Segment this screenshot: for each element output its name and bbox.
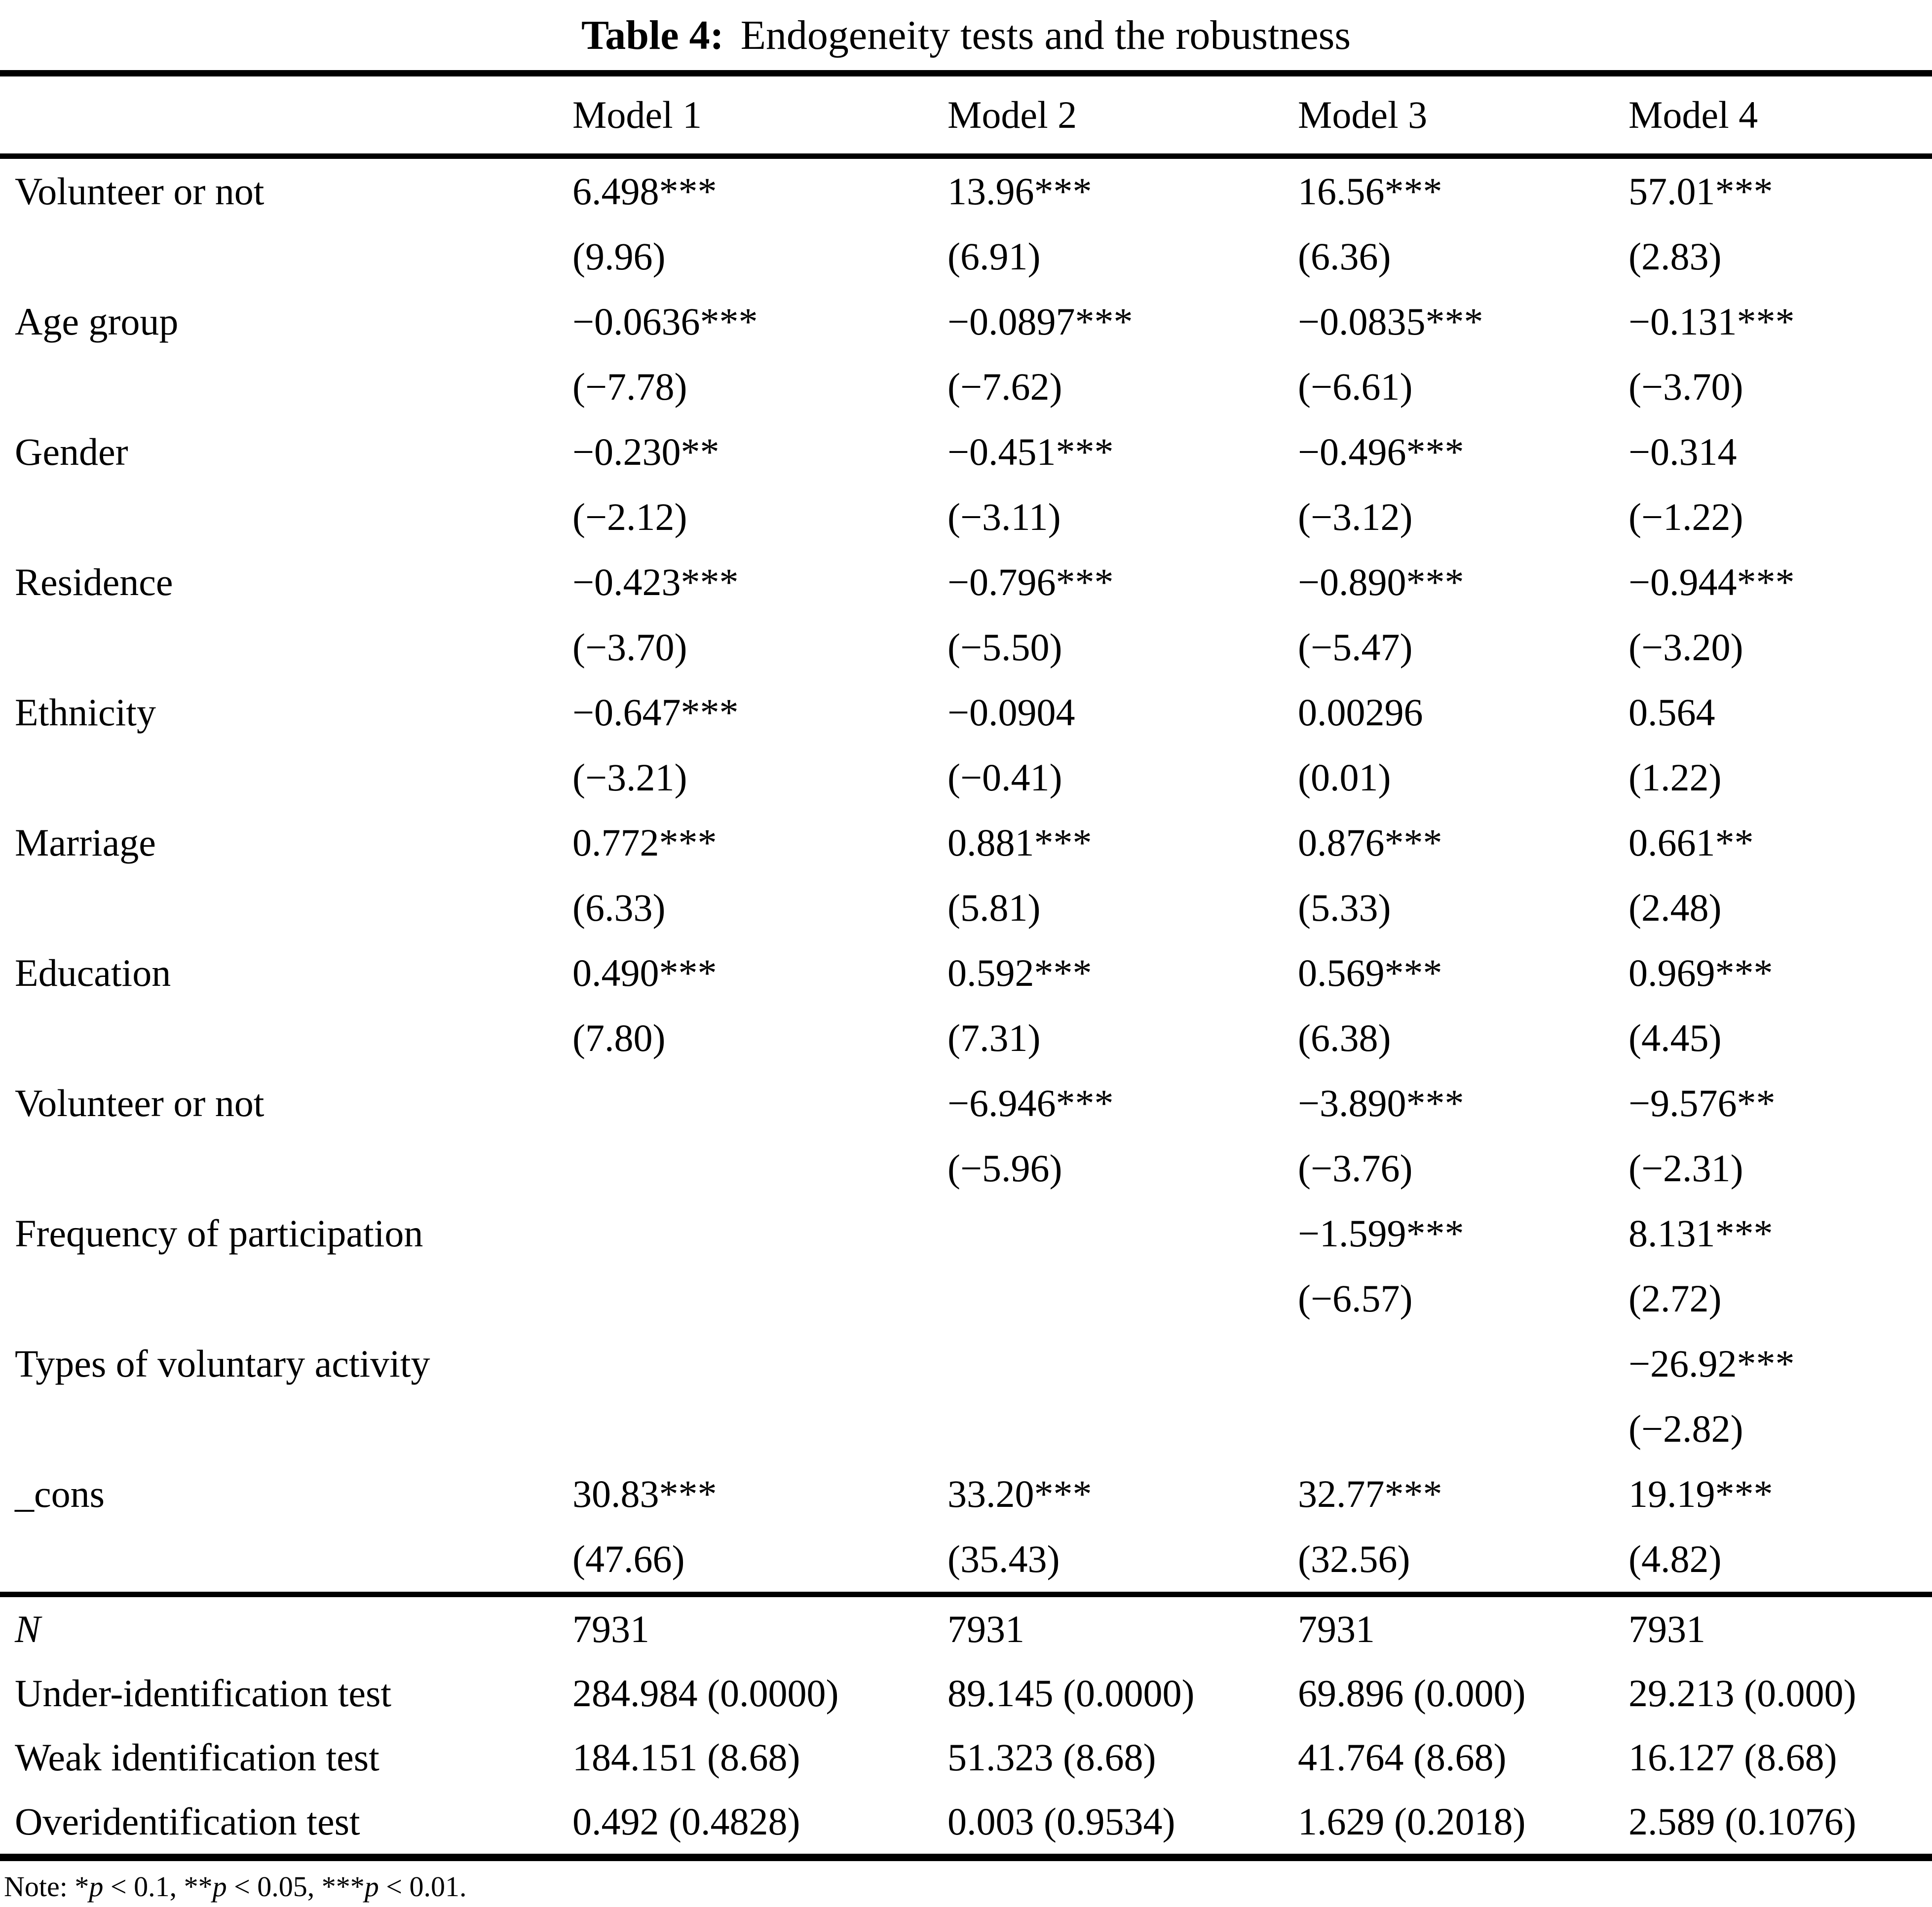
tstat-cell: (47.66) bbox=[572, 1537, 685, 1580]
tstat-cell: (−3.70) bbox=[572, 626, 687, 669]
coef-cell: 0.969*** bbox=[1629, 951, 1773, 994]
coef-cell: 0.876*** bbox=[1298, 821, 1442, 864]
coef-cell: −9.576** bbox=[1629, 1082, 1776, 1124]
row-label: Marriage bbox=[15, 821, 156, 864]
stat-value-cell: 7931 bbox=[572, 1595, 947, 1662]
tstat-cell: (2.48) bbox=[1629, 886, 1722, 929]
coef-cell bbox=[572, 1071, 947, 1136]
coef-cell: −0.0904 bbox=[947, 691, 1075, 734]
tstat-cell: (−2.31) bbox=[1629, 1147, 1743, 1190]
tstat-cell: (5.81) bbox=[947, 886, 1041, 929]
tstat-cell: (−2.82) bbox=[1629, 1407, 1743, 1450]
coef-cell: −26.92*** bbox=[1629, 1342, 1795, 1385]
tstat-cell: (1.22) bbox=[1629, 756, 1722, 799]
stat-row bbox=[0, 1595, 1932, 1662]
row-label: Volunteer or not bbox=[15, 170, 265, 213]
table-caption bbox=[0, 0, 1932, 70]
stat-row bbox=[0, 1725, 1932, 1790]
coef-cell: −0.0835*** bbox=[1298, 300, 1483, 343]
row-label-empty bbox=[0, 354, 572, 419]
tstat-cell: (−3.20) bbox=[1629, 626, 1743, 669]
tstat-cell: (6.33) bbox=[572, 886, 666, 929]
tstat-cell: (9.96) bbox=[572, 235, 666, 278]
coef-cell: 0.881*** bbox=[947, 821, 1092, 864]
statistics-section bbox=[0, 1595, 1932, 1858]
row-label: Residence bbox=[15, 561, 173, 603]
coef-row bbox=[0, 810, 1932, 875]
coef-row bbox=[0, 550, 1932, 615]
row-label: Frequency of participation bbox=[15, 1212, 423, 1255]
stat-row bbox=[0, 1790, 1932, 1858]
column-header-model-3: Model 3 bbox=[1298, 74, 1629, 156]
tstat-row bbox=[0, 224, 1932, 289]
stat-value-cell: 29.213 (0.000) bbox=[1629, 1672, 1856, 1715]
tstat-cell: (−3.11) bbox=[947, 495, 1061, 538]
column-header-model-1: Model 1 bbox=[572, 74, 947, 156]
stat-value-cell: 184.151 (8.68) bbox=[572, 1736, 800, 1779]
tstat-row bbox=[0, 745, 1932, 810]
tstat-row bbox=[0, 615, 1932, 680]
coef-cell: −0.314 bbox=[1629, 430, 1737, 473]
tstat-cell: (4.45) bbox=[1629, 1016, 1722, 1059]
coef-cell: 19.19*** bbox=[1629, 1472, 1773, 1515]
row-label-empty bbox=[0, 875, 572, 940]
row-label-empty bbox=[0, 1006, 572, 1071]
stat-value-cell: 41.764 (8.68) bbox=[1298, 1736, 1507, 1779]
coef-cell: 8.131*** bbox=[1629, 1212, 1773, 1255]
stat-value-cell: 2.589 (0.1076) bbox=[1629, 1800, 1856, 1843]
coef-cell: −0.0636*** bbox=[572, 300, 758, 343]
tstat-cell: (2.83) bbox=[1629, 235, 1722, 278]
tstat-cell: (2.72) bbox=[1629, 1277, 1722, 1320]
row-label: Gender bbox=[15, 430, 128, 473]
coef-cell: −0.796*** bbox=[947, 561, 1114, 603]
coef-cell: 0.772*** bbox=[572, 821, 717, 864]
tstat-row bbox=[0, 1396, 1932, 1461]
coef-row bbox=[0, 1331, 1932, 1396]
row-label-empty bbox=[0, 615, 572, 680]
row-label: Types of voluntary activity bbox=[15, 1342, 430, 1385]
note-text: Note: * bbox=[4, 1870, 89, 1903]
stat-value-cell: 0.003 (0.9534) bbox=[947, 1800, 1175, 1843]
row-label-empty bbox=[0, 1527, 572, 1595]
note-p-symbol: p bbox=[364, 1870, 379, 1903]
coefficient-section bbox=[0, 156, 1932, 1595]
tstat-cell: (−7.78) bbox=[572, 365, 687, 408]
coef-cell: 6.498*** bbox=[572, 170, 717, 213]
stat-value-cell: 0.492 (0.4828) bbox=[572, 1800, 800, 1843]
stat-label: Weak identification test bbox=[15, 1736, 379, 1779]
coef-row bbox=[0, 419, 1932, 485]
results-table bbox=[0, 70, 1932, 1861]
coef-row bbox=[0, 1071, 1932, 1136]
coef-cell: −0.944*** bbox=[1629, 561, 1795, 603]
row-label-empty bbox=[0, 224, 572, 289]
coef-cell bbox=[1298, 1331, 1629, 1396]
tstat-cell bbox=[947, 1266, 1298, 1331]
stat-label: Under-identification test bbox=[15, 1672, 392, 1715]
stat-value-cell: 89.145 (0.0000) bbox=[947, 1672, 1195, 1715]
coef-row bbox=[0, 940, 1932, 1006]
table-caption-text: Endogeneity tests and the robustness bbox=[740, 12, 1351, 58]
tstat-cell: (−3.21) bbox=[572, 756, 687, 799]
coef-cell: −0.496*** bbox=[1298, 430, 1464, 473]
tstat-cell: (4.82) bbox=[1629, 1537, 1722, 1580]
coef-cell: −1.599*** bbox=[1298, 1212, 1464, 1255]
tstat-cell: (−6.61) bbox=[1298, 365, 1413, 408]
coef-cell: 0.661** bbox=[1629, 821, 1754, 864]
tstat-cell: (−6.57) bbox=[1298, 1277, 1413, 1320]
coef-row bbox=[0, 156, 1932, 224]
coef-cell: 16.56*** bbox=[1298, 170, 1442, 213]
row-label: Ethnicity bbox=[15, 691, 156, 734]
tstat-cell: (−5.50) bbox=[947, 626, 1062, 669]
stat-value-cell: 16.127 (8.68) bbox=[1629, 1736, 1837, 1779]
stat-label: Overidentification test bbox=[15, 1800, 360, 1843]
tstat-cell: (−3.76) bbox=[1298, 1147, 1413, 1190]
coef-cell bbox=[947, 1201, 1298, 1266]
row-label: Volunteer or not bbox=[15, 1082, 265, 1124]
note-p-symbol: p bbox=[89, 1870, 104, 1903]
coef-cell: −0.647*** bbox=[572, 691, 739, 734]
tstat-cell bbox=[1298, 1396, 1629, 1461]
coef-cell: 32.77*** bbox=[1298, 1472, 1442, 1515]
stat-value-cell: 284.984 (0.0000) bbox=[572, 1672, 839, 1715]
tstat-row bbox=[0, 1006, 1932, 1071]
tstat-cell bbox=[572, 1396, 947, 1461]
row-label-empty bbox=[0, 1396, 572, 1461]
coef-cell: 57.01*** bbox=[1629, 170, 1773, 213]
tstat-row bbox=[0, 875, 1932, 940]
tstat-cell bbox=[572, 1266, 947, 1331]
coef-cell bbox=[572, 1201, 947, 1266]
stat-value-cell: 69.896 (0.000) bbox=[1298, 1672, 1526, 1715]
coef-cell: −0.0897*** bbox=[947, 300, 1133, 343]
coef-cell: 0.00296 bbox=[1298, 691, 1423, 734]
header-row bbox=[0, 74, 1932, 156]
tstat-cell bbox=[947, 1396, 1298, 1461]
tstat-cell: (0.01) bbox=[1298, 756, 1391, 799]
tstat-cell: (−1.22) bbox=[1629, 495, 1743, 538]
coef-cell: 13.96*** bbox=[947, 170, 1092, 213]
tstat-cell: (−3.12) bbox=[1298, 495, 1413, 538]
note-text: < 0.1, ** bbox=[103, 1870, 213, 1903]
table-footnote bbox=[0, 1861, 1932, 1903]
row-label-empty bbox=[0, 1266, 572, 1331]
tstat-row bbox=[0, 1136, 1932, 1201]
coef-cell: 0.592*** bbox=[947, 951, 1092, 994]
tstat-row bbox=[0, 354, 1932, 419]
note-text: < 0.01. bbox=[379, 1870, 467, 1903]
tstat-cell: (−3.70) bbox=[1629, 365, 1743, 408]
row-label: Age group bbox=[15, 300, 179, 343]
tstat-cell: (6.36) bbox=[1298, 235, 1391, 278]
tstat-cell: (6.91) bbox=[947, 235, 1041, 278]
tstat-cell: (−7.62) bbox=[947, 365, 1062, 408]
coef-row bbox=[0, 289, 1932, 354]
tstat-cell: (−2.12) bbox=[572, 495, 687, 538]
column-header-model-4: Model 4 bbox=[1629, 74, 1932, 156]
coef-cell bbox=[947, 1331, 1298, 1396]
stat-row bbox=[0, 1661, 1932, 1725]
note-text: < 0.05, *** bbox=[227, 1870, 365, 1903]
table-caption-label: Table 4: bbox=[581, 12, 724, 58]
stat-value-cell: 7931 bbox=[1629, 1595, 1932, 1662]
tstat-cell: (−0.41) bbox=[947, 756, 1062, 799]
tstat-cell: (−5.47) bbox=[1298, 626, 1413, 669]
coef-cell: −0.890*** bbox=[1298, 561, 1464, 603]
coef-cell: −6.946*** bbox=[947, 1082, 1114, 1124]
coef-row bbox=[0, 1201, 1932, 1266]
row-label: _cons bbox=[15, 1472, 105, 1515]
tstat-cell: (32.56) bbox=[1298, 1537, 1410, 1580]
tstat-cell: (5.33) bbox=[1298, 886, 1391, 929]
coef-row bbox=[0, 1461, 1932, 1527]
coef-cell: 30.83*** bbox=[572, 1472, 717, 1515]
coef-row bbox=[0, 680, 1932, 745]
note-p-symbol: p bbox=[212, 1870, 227, 1903]
stat-value-cell: 7931 bbox=[947, 1595, 1298, 1662]
stat-value-cell: 1.629 (0.2018) bbox=[1298, 1800, 1526, 1843]
stat-value-cell: 51.323 (8.68) bbox=[947, 1736, 1156, 1779]
tstat-cell: (35.43) bbox=[947, 1537, 1060, 1580]
coef-cell: −0.230** bbox=[572, 430, 720, 473]
tstat-cell: (6.38) bbox=[1298, 1016, 1391, 1059]
coef-cell: −0.131*** bbox=[1629, 300, 1795, 343]
coef-cell: −0.423*** bbox=[572, 561, 739, 603]
tstat-cell bbox=[572, 1136, 947, 1201]
tstat-cell: (7.80) bbox=[572, 1016, 666, 1059]
tstat-row bbox=[0, 1266, 1932, 1331]
coef-cell: 0.490*** bbox=[572, 951, 717, 994]
row-label: Education bbox=[15, 951, 171, 994]
coef-cell: 0.569*** bbox=[1298, 951, 1442, 994]
coef-cell: −3.890*** bbox=[1298, 1082, 1464, 1124]
coef-cell: 33.20*** bbox=[947, 1472, 1092, 1515]
table-header bbox=[0, 74, 1932, 156]
stat-label: N bbox=[0, 1595, 572, 1662]
tstat-cell: (−5.96) bbox=[947, 1147, 1062, 1190]
column-header-model-2: Model 2 bbox=[947, 74, 1298, 156]
tstat-row bbox=[0, 1527, 1932, 1595]
row-label-empty bbox=[0, 485, 572, 550]
coef-cell: −0.451*** bbox=[947, 430, 1114, 473]
row-label-empty bbox=[0, 745, 572, 810]
stat-value-cell: 7931 bbox=[1298, 1595, 1629, 1662]
tstat-row bbox=[0, 485, 1932, 550]
coef-cell: 0.564 bbox=[1629, 691, 1715, 734]
tstat-cell: (7.31) bbox=[947, 1016, 1041, 1059]
coef-cell bbox=[572, 1331, 947, 1396]
column-header-empty bbox=[0, 74, 572, 156]
row-label-empty bbox=[0, 1136, 572, 1201]
